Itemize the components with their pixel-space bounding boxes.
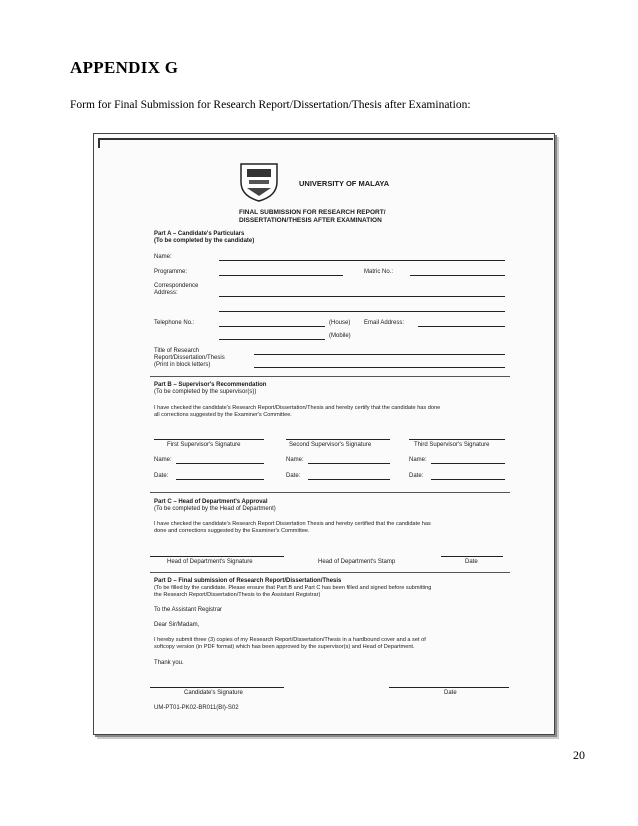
title-label-1: Title of Research — [154, 348, 200, 354]
candidate-date-line[interactable] — [389, 687, 509, 688]
second-supervisor-sig-label: Second Supervisor's Signature — [289, 442, 372, 448]
partD-note-2: the Research Report/Dissertation/Thesis to the Assistant Registrar) — [154, 592, 321, 598]
partA-note: (To be completed by the candidate) — [154, 238, 255, 244]
partB-note: (To be completed by the supervisor(s)) — [154, 389, 257, 395]
supervisor2-name-line[interactable] — [308, 463, 390, 464]
form-title-line1: FINAL SUBMISSION FOR RESEARCH REPORT/ — [239, 209, 386, 216]
partB-statement-2: all corrections suggested by the Examiner's Committee. — [154, 412, 292, 418]
university-crest-icon — [237, 162, 281, 202]
supervisor1-date-line[interactable] — [176, 479, 264, 480]
name-label: Name: — [154, 254, 172, 260]
form-title-line2: DISSERTATION/THESIS AFTER EXAMINATION — [239, 217, 382, 224]
first-supervisor-sig-line[interactable] — [154, 439, 264, 440]
second-supervisor-sig-line[interactable] — [286, 439, 390, 440]
university-name: UNIVERSITY OF MALAYA — [299, 179, 390, 188]
partC-statement-2: done and corrections suggested by the Examiner's Committee. — [154, 528, 310, 534]
title-label-3: (Print in block letters) — [154, 362, 211, 368]
title-label-2: Report/Dissertation/Thesis — [154, 355, 225, 361]
partB-title: Part B – Supervisor's Recommendation — [154, 382, 267, 388]
partD-body-1: I hereby submit three (3) copies of my Research Report/Dissertation/Thesis in a hardbound cover and a set of — [154, 637, 426, 643]
name-line[interactable] — [219, 260, 505, 261]
form-code: UM-PT01-PK02-BR011(BI)-S02 — [154, 705, 239, 711]
programme-label: Programme: — [154, 269, 188, 275]
supervisor3-date-line[interactable] — [431, 479, 505, 480]
form-caption: Form for Final Submission for Research Report/Dissertation/Thesis after Examination: — [70, 99, 471, 111]
thank-you: Thank you. — [154, 660, 184, 666]
supervisor1-name-label: Name: — [154, 457, 172, 463]
partC-note: (To be completed by the Head of Department) — [154, 506, 276, 512]
house-phone-line[interactable] — [219, 326, 325, 327]
hod-sig-label: Head of Department's Signature — [167, 559, 253, 565]
supervisor3-name-line[interactable] — [431, 463, 505, 464]
supervisor2-name-label: Name: — [286, 457, 304, 463]
telephone-label: Telephone No.: — [154, 320, 195, 326]
address-line-1[interactable] — [219, 296, 505, 297]
supervisor3-date-label: Date: — [409, 473, 424, 479]
hod-date-label: Date — [465, 559, 478, 565]
matric-line[interactable] — [410, 275, 505, 276]
divider — [150, 572, 510, 573]
hod-stamp-label: Head of Department's Stamp — [318, 559, 396, 565]
first-supervisor-sig-label: First Supervisor's Signature — [167, 442, 241, 448]
partA-title: Part A – Candidate's Particulars — [154, 231, 245, 237]
address-label: Address: — [154, 290, 178, 296]
salutation: Dear Sir/Madam, — [154, 622, 200, 628]
supervisor2-date-line[interactable] — [308, 479, 390, 480]
candidate-sig-line[interactable] — [150, 687, 284, 688]
email-line[interactable] — [418, 326, 505, 327]
partB-statement-1: I have checked the candidate's Research Report/Dissertation/Thesis and hereby certify that the candidate has done — [154, 405, 441, 411]
house-label: (House) — [329, 320, 351, 326]
address-line-2[interactable] — [219, 311, 505, 312]
hod-sig-line[interactable] — [150, 556, 284, 557]
programme-line[interactable] — [219, 275, 343, 276]
email-label: Email Address: — [364, 320, 405, 326]
supervisor3-name-label: Name: — [409, 457, 427, 463]
mobile-label: (Mobile) — [329, 333, 351, 339]
supervisor1-name-line[interactable] — [176, 463, 264, 464]
title-line-1[interactable] — [254, 354, 505, 355]
partC-title: Part C – Head of Department's Approval — [154, 499, 268, 505]
partD-body-2: softcopy version (in PDF format) which has been approved by the supervisor(s) and Head of Department. — [154, 644, 415, 650]
divider — [150, 492, 510, 493]
page-number: 20 — [573, 748, 585, 762]
scanned-form — [93, 133, 555, 735]
supervisor1-date-label: Date: — [154, 473, 169, 479]
partC-statement-1: I have checked the candidate's Research Report Dissertation Thesis and hereby certified that the candidate has — [154, 521, 431, 527]
candidate-date-label: Date — [444, 690, 457, 696]
partD-title: Part D – Final submission of Research Report/Dissertation/Thesis — [154, 578, 342, 584]
partD-note-1: (To be filled by the candidate. Please ensure that Part B and Part C has been filled and signed before submitting — [154, 585, 432, 591]
matric-label: Matric No.: — [364, 269, 394, 275]
candidate-sig-label: Candidate's Signature — [184, 690, 243, 696]
correspondence-label: Correspondence — [154, 283, 199, 289]
supervisor2-date-label: Date: — [286, 473, 301, 479]
third-supervisor-sig-label: Third Supervisor's Signature — [414, 442, 490, 448]
addressee: To the Assistant Registrar — [154, 607, 223, 613]
third-supervisor-sig-line[interactable] — [409, 439, 505, 440]
title-line-2[interactable] — [254, 367, 505, 368]
hod-date-line[interactable] — [441, 556, 503, 557]
appendix-heading: APPENDIX G — [70, 58, 179, 77]
divider — [150, 376, 510, 377]
mobile-phone-line[interactable] — [219, 339, 325, 340]
